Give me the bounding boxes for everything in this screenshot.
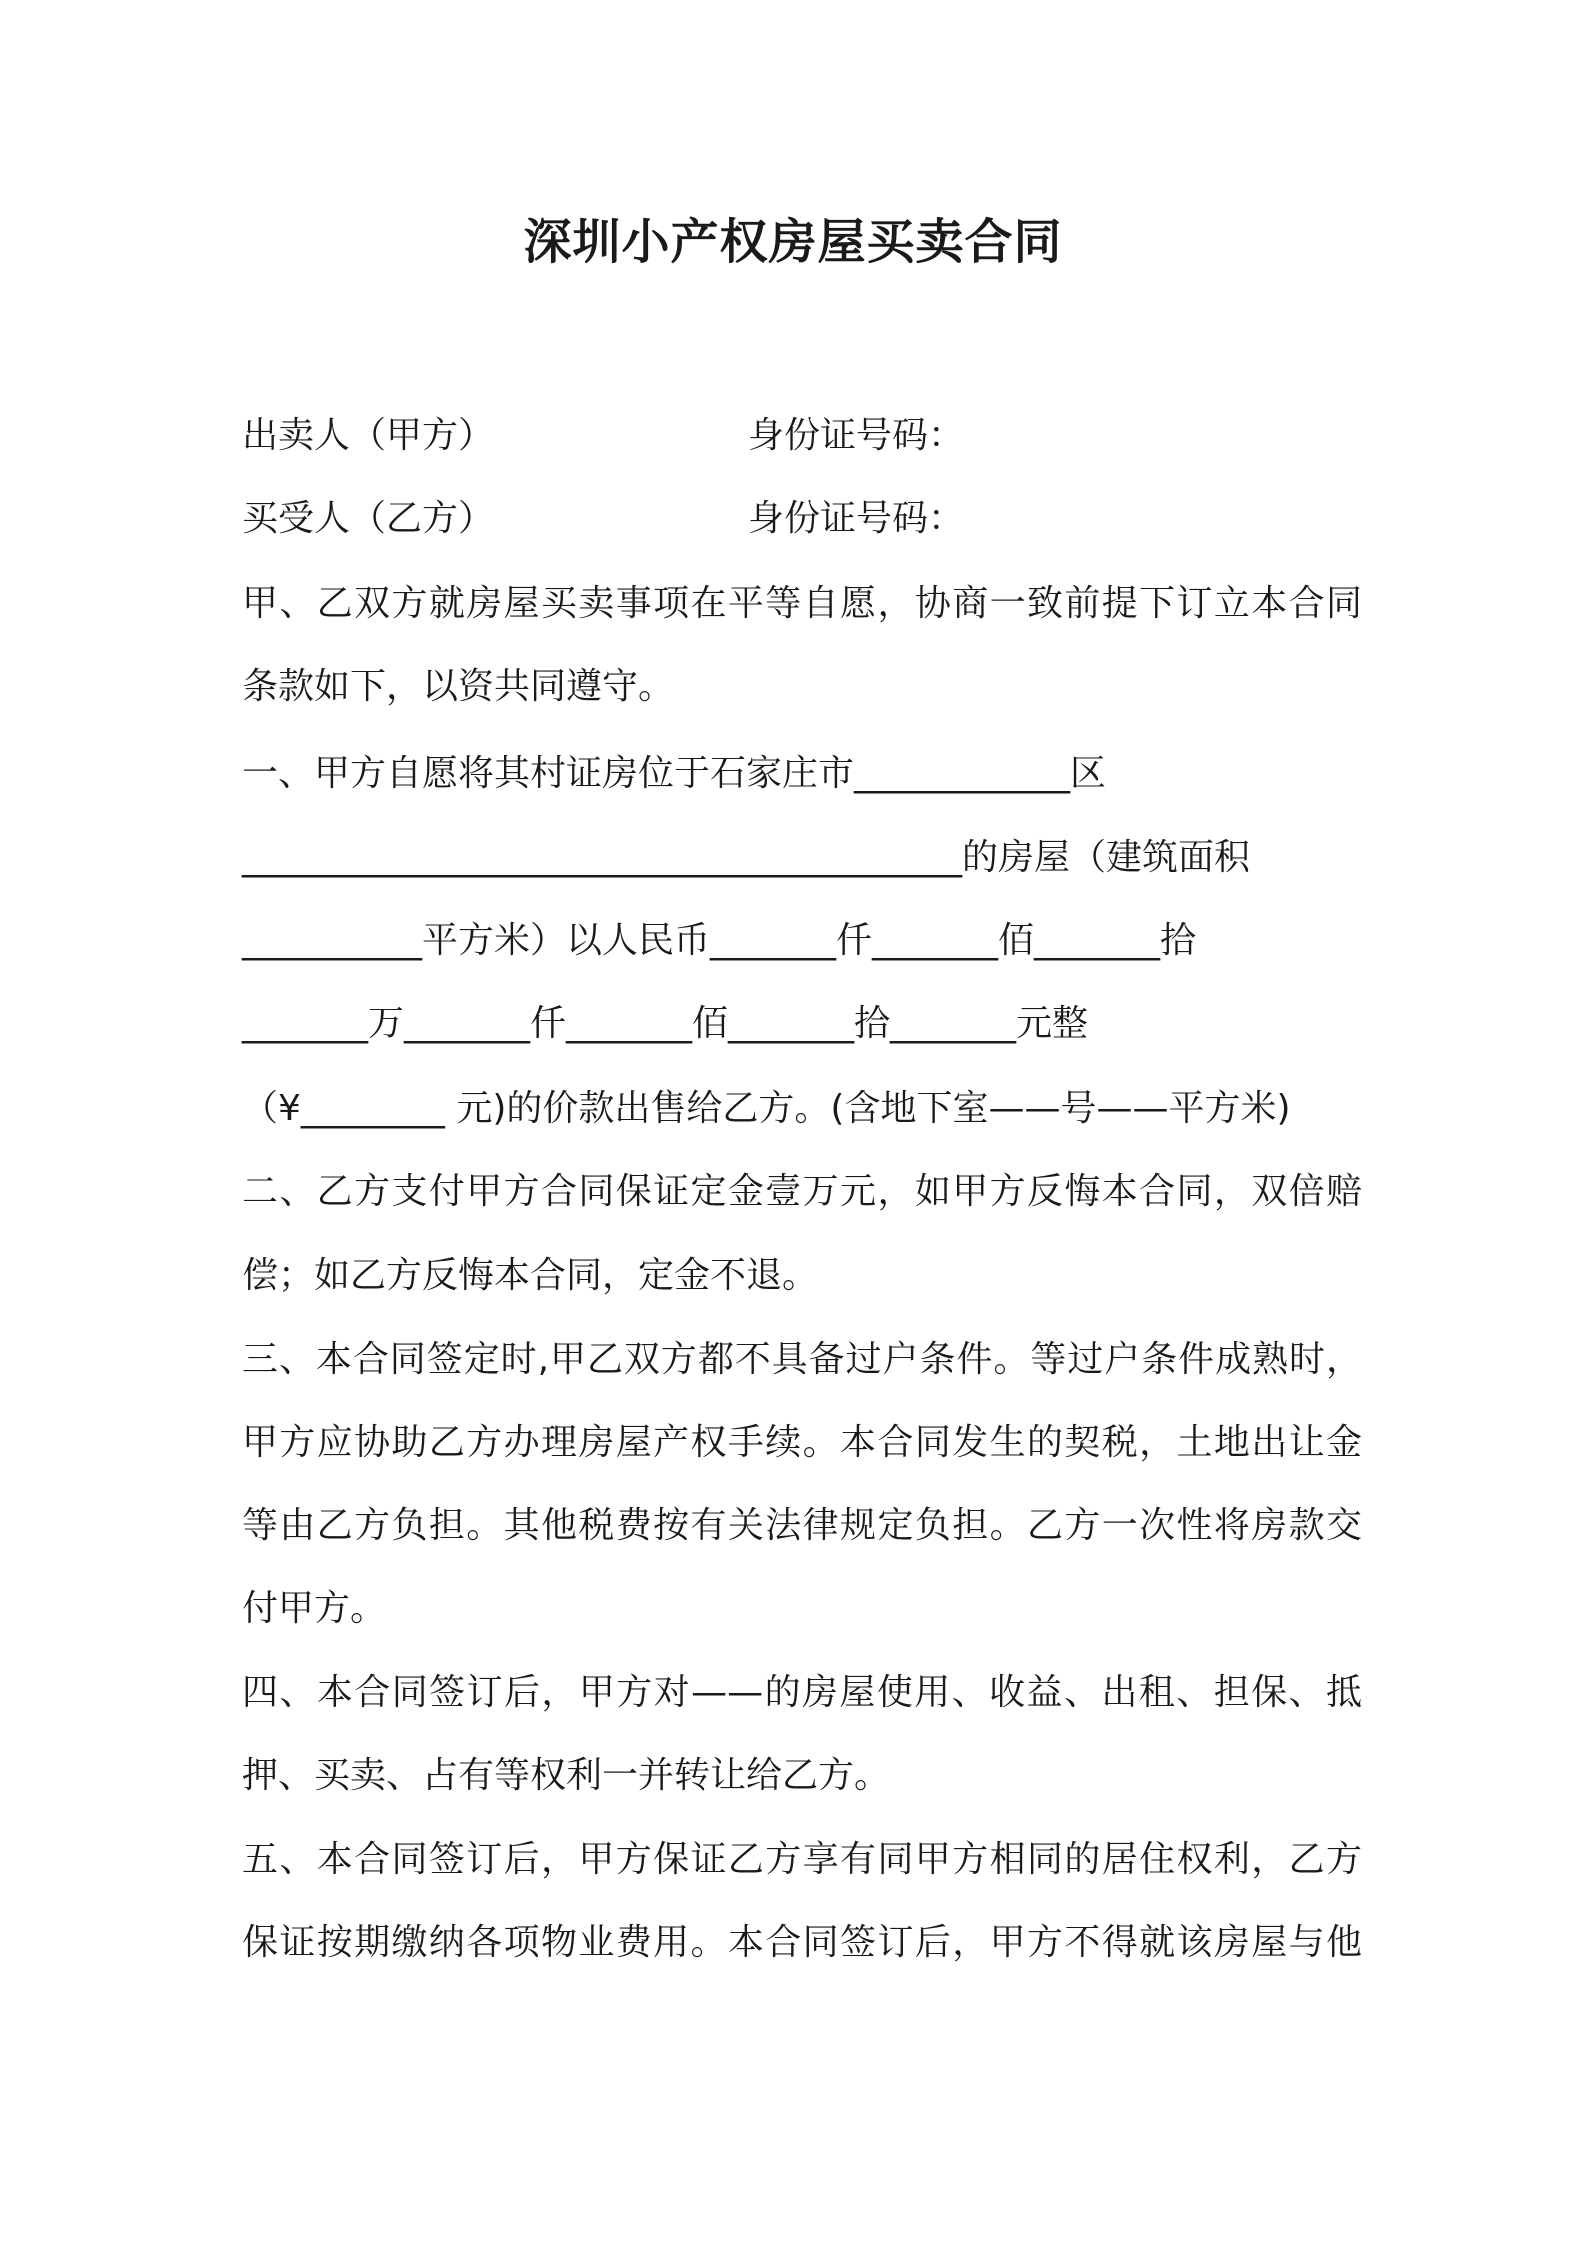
clause-5-line: 保证按期缴纳各项物业费用。本合同签订后，甲方不得就该房屋与他 <box>242 1922 1362 1963</box>
clause-1-line: ________________________________________的房屋（建筑面积 <box>242 837 1251 878</box>
clause-1-line: _______万_______仟_______佰_______拾_______元整 <box>242 1003 1088 1044</box>
clause-4-line: 四、本合同签订后，甲方对——的房屋使用、收益、出租、担保、抵 <box>242 1672 1362 1713</box>
clause-1-line: 一、甲方自愿将其村证房位于石家庄市____________区 <box>242 753 1107 794</box>
buyer-label: 买受人（乙方） <box>242 498 495 539</box>
clause-3-line: 等由乙方负担。其他税费按有关法律规定负担。乙方一次性将房款交 <box>242 1505 1362 1546</box>
clause-1-line: __________平方米）以人民币_______仟_______佰_______拾 <box>242 920 1197 961</box>
clause-5-line: 五、本合同签订后，甲方保证乙方享有同甲方相同的居住权利，乙方 <box>242 1839 1362 1880</box>
clause-4-line: 押、买卖、占有等权利一并转让给乙方。 <box>242 1755 891 1796</box>
seller-id-label: 身份证号码： <box>748 415 965 456</box>
clause-3-line: 三、本合同签定时,甲乙双方都不具备过户条件。等过户条件成熟时， <box>242 1339 1362 1380</box>
body-line: 条款如下，以资共同遵守。 <box>242 666 675 707</box>
body-line: 甲、乙双方就房屋买卖事项在平等自愿，协商一致前提下订立本合同 <box>242 583 1362 624</box>
clause-2-line: 偿；如乙方反悔本合同，定金不退。 <box>242 1255 819 1296</box>
document-title: 深圳小产权房屋买卖合同 <box>523 214 1063 270</box>
clause-3-line: 付甲方。 <box>242 1588 387 1629</box>
clause-2-line: 二、乙方支付甲方合同保证定金壹万元，如甲方反悔本合同，双倍赔 <box>242 1171 1362 1212</box>
seller-label: 出卖人（甲方） <box>242 415 495 456</box>
clause-3-line: 甲方应协助乙方办理房屋产权手续。本合同发生的契税，土地出让金 <box>242 1422 1362 1463</box>
clause-1-line: （¥________ 元)的价款出售给乙方。(含地下室——号——平方米) <box>242 1088 1291 1129</box>
buyer-id-label: 身份证号码： <box>748 498 965 539</box>
